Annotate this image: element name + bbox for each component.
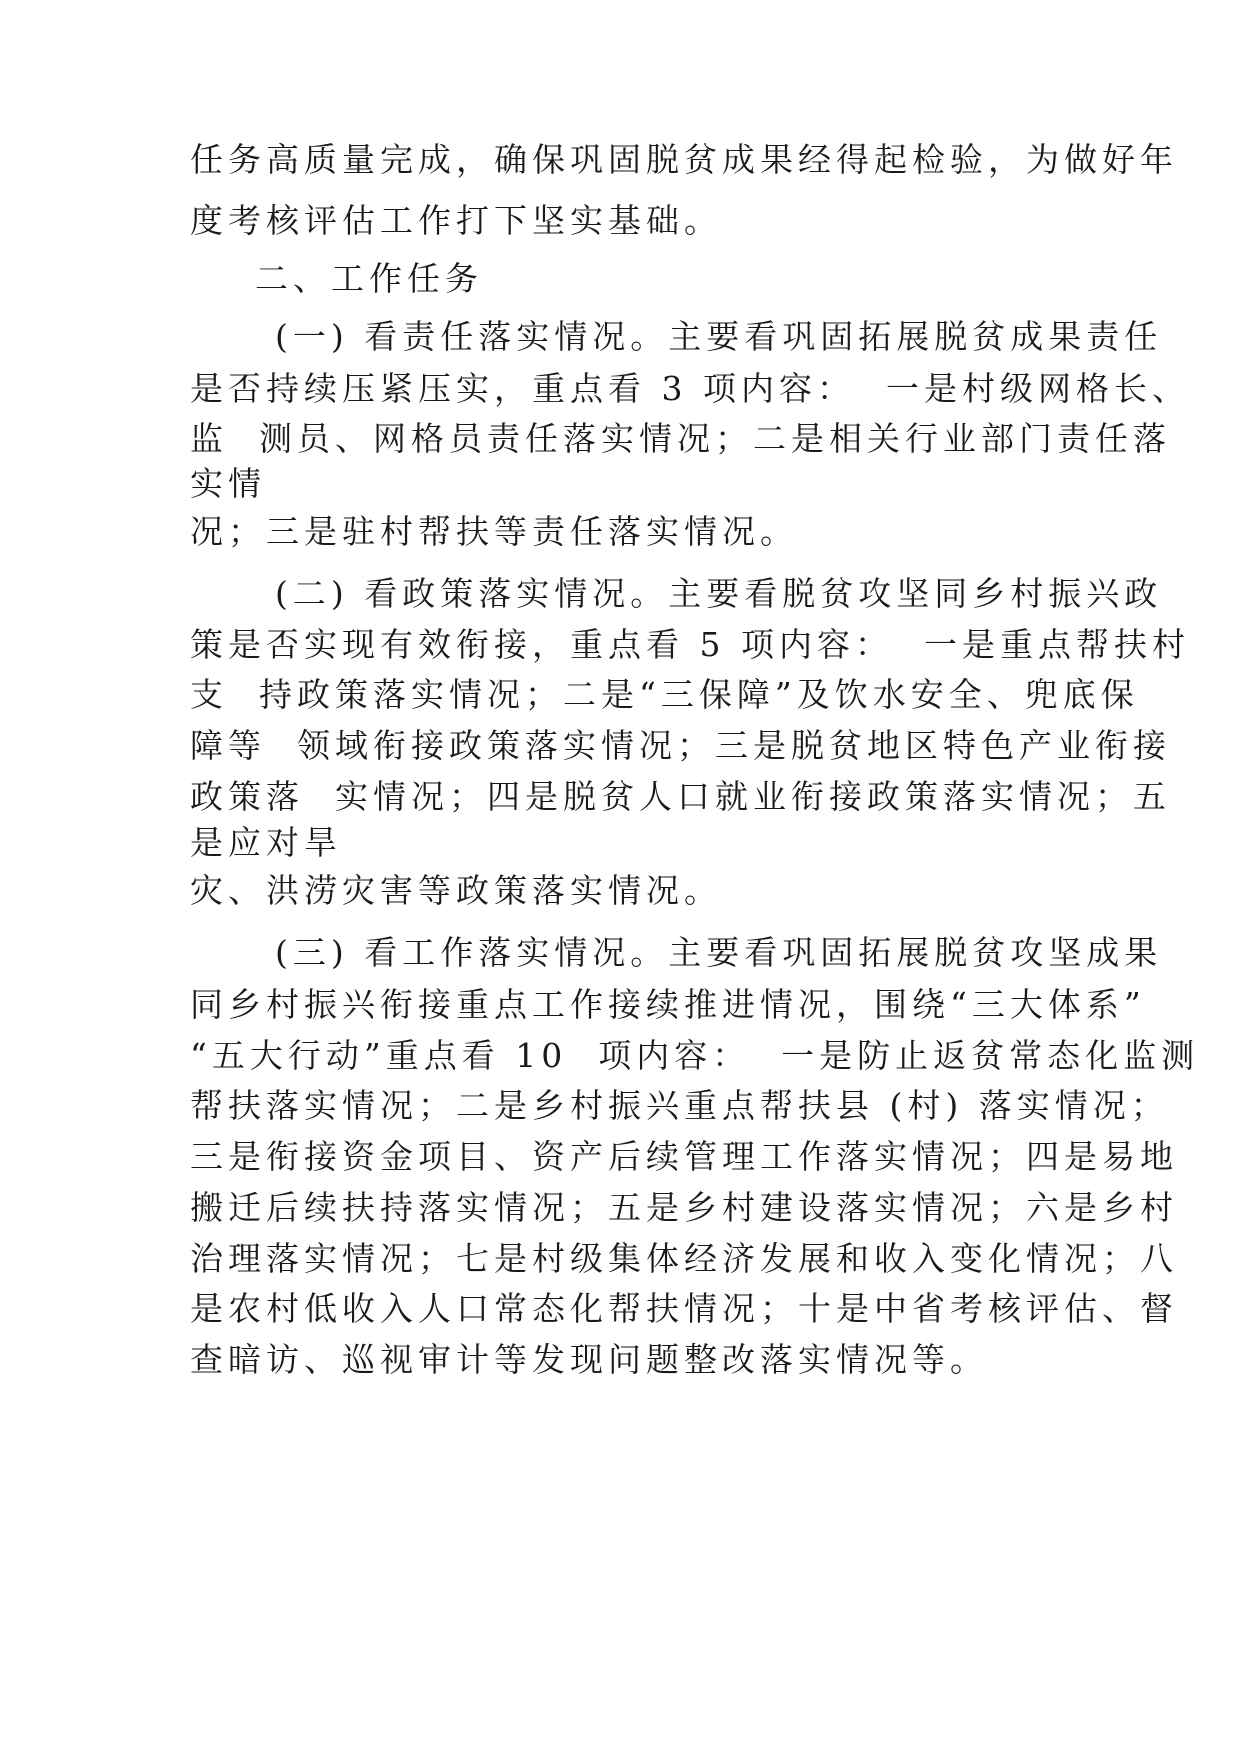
text-line-11: 支 持政策落实情况；二是“三保障”及饮水安全、兜底保 xyxy=(190,675,1139,714)
text-line-7: 实情 xyxy=(190,464,266,503)
text-line-2: 度考核评估工作打下坚实基础。 xyxy=(190,201,722,240)
subheading-work: (三) 看工作落实情况。主要看巩固拓展脱贫攻坚成果 xyxy=(275,933,1163,972)
text-line-8: 况；三是驻村帮扶等责任落实情况。 xyxy=(190,512,798,551)
text-line-24: 查暗访、巡视审计等发现问题整改落实情况等。 xyxy=(190,1340,988,1379)
text-line-17: 同乡村振兴衔接重点工作接续推进情况，围绕“三大体系” xyxy=(190,985,1146,1024)
text-line-5: 是否持续压紧压实，重点看 3 项内容： 一是村级网格长、 xyxy=(190,369,1190,408)
text-line-14: 是应对旱 xyxy=(190,823,342,862)
section-heading-work-tasks: 二、工作任务 xyxy=(255,259,483,298)
text-line-18: “五大行动”重点看 10 项内容： 一是防止返贫常态化监测 xyxy=(190,1036,1200,1075)
text-line-19: 帮扶落实情况；二是乡村振兴重点帮扶县 (村) 落实情况； xyxy=(190,1086,1169,1125)
text-line-13: 政策落 实情况；四是脱贫人口就业衔接政策落实情况；五 xyxy=(190,777,1171,816)
subheading-policy: (二) 看政策落实情况。主要看脱贫攻坚同乡村振兴政 xyxy=(275,574,1163,613)
text-line-1: 任务高质量完成，确保巩固脱贫成果经得起检验，为做好年 xyxy=(190,140,1178,179)
text-line-21: 搬迁后续扶持落实情况；五是乡村建设落实情况；六是乡村 xyxy=(190,1188,1178,1227)
text-line-23: 是农村低收入人口常态化帮扶情况；十是中省考核评估、督 xyxy=(190,1289,1178,1328)
text-line-20: 三是衔接资金项目、资产后续管理工作落实情况；四是易地 xyxy=(190,1137,1178,1176)
text-line-6: 监 测员、网格员责任落实情况；二是相关行业部门责任落 xyxy=(190,419,1171,458)
text-line-12: 障等 领域衔接政策落实情况；三是脱贫地区特色产业衔接 xyxy=(190,726,1171,765)
subheading-responsibility: (一) 看责任落实情况。主要看巩固拓展脱贫成果责任 xyxy=(275,317,1163,356)
text-line-15: 灾、洪涝灾害等政策落实情况。 xyxy=(190,871,722,910)
text-line-10: 策是否实现有效衔接，重点看 5 项内容： 一是重点帮扶村 xyxy=(190,625,1190,664)
text-line-22: 治理落实情况；七是村级集体经济发展和收入变化情况；八 xyxy=(190,1239,1178,1278)
